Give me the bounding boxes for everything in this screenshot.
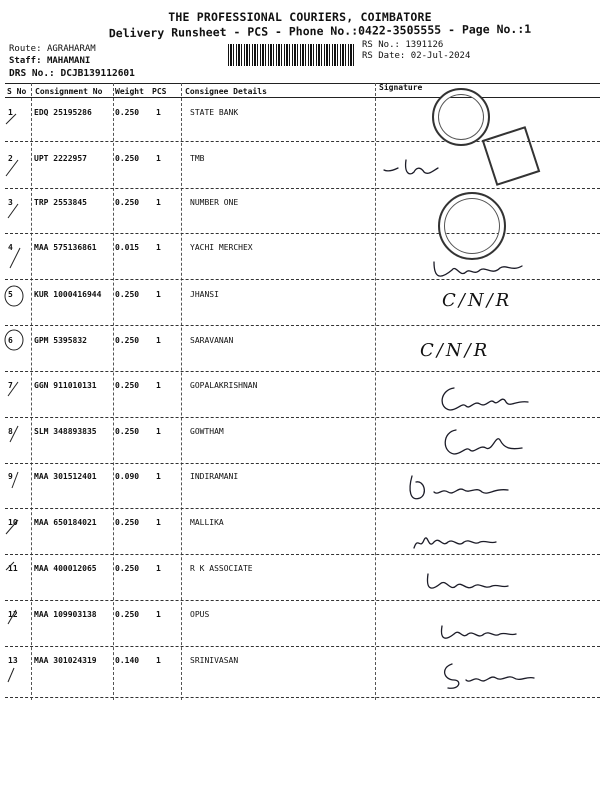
recipient-signature <box>404 470 516 506</box>
row-divider <box>5 508 600 509</box>
row-pcs: 1 <box>156 381 161 390</box>
row-consignee: YACHI MERCHEX <box>190 243 253 252</box>
row-consignment: MAA 400012065 <box>34 564 97 573</box>
drs-line <box>9 68 135 79</box>
row-consignment: SLM 348893835 <box>34 427 97 436</box>
row-sno: 10 <box>8 518 18 527</box>
row-pcs: 1 <box>156 154 161 163</box>
row-consignment: GPM 5395832 <box>34 336 87 345</box>
row-consignment: EDQ 25195286 <box>34 108 92 117</box>
row-sno: 5 <box>8 290 13 299</box>
row-consignee: SRINIVASAN <box>190 656 239 665</box>
rs-date-value: 02-Jul-2024 <box>410 51 471 61</box>
staff-value: MAHAMANI <box>46 56 91 66</box>
row-pcs: 1 <box>156 336 161 345</box>
rs-date-label: RS Date: <box>362 51 406 61</box>
row-weight: 0.250 <box>115 381 140 390</box>
row-consignee: R K ASSOCIATE <box>190 564 253 573</box>
staff-line <box>9 56 90 66</box>
company-title: THE PROFESSIONAL COURIERS, COIMBATORE <box>168 10 432 24</box>
row-consignee: OPUS <box>190 610 210 619</box>
row-consignee: INDIRAMANI <box>190 472 239 481</box>
rs-no-line <box>362 40 443 50</box>
route-value: AGRAHARAM <box>46 44 96 54</box>
recipient-signature <box>438 660 538 694</box>
row-consignment: TRP 2553845 <box>34 198 87 207</box>
row-weight: 0.250 <box>115 336 140 345</box>
row-consignee: NUMBER ONE <box>190 198 239 207</box>
row-sno: 12 <box>8 610 18 619</box>
recipient-signature <box>436 384 536 418</box>
row-consignment: MAA 109903138 <box>34 610 97 619</box>
company-seal <box>482 126 541 186</box>
tick-marks <box>2 100 32 700</box>
col-consignee: Consignee Details <box>185 87 267 96</box>
row-weight: 0.140 <box>115 656 140 665</box>
row-divider <box>5 371 600 372</box>
col-weight: Weight <box>115 87 144 96</box>
route-line <box>9 44 96 54</box>
col-divider <box>375 83 376 700</box>
table-top-rule <box>5 83 600 84</box>
drs-label: DRS No.: <box>9 68 55 79</box>
row-consignment: MAA 301512401 <box>34 472 97 481</box>
row-consignment: MAA 575136861 <box>34 243 97 252</box>
row-pcs: 1 <box>156 198 161 207</box>
row-pcs: 1 <box>156 518 161 527</box>
row-weight: 0.015 <box>115 243 140 252</box>
row-consignment: KUR 1000416944 <box>34 290 102 299</box>
row-divider <box>5 600 600 601</box>
row-pcs: 1 <box>156 472 161 481</box>
row-divider <box>5 188 600 189</box>
recipient-signature <box>410 528 500 552</box>
row-consignee: GOWTHAM <box>190 427 224 436</box>
table-header-rule <box>5 97 600 98</box>
row-pcs: 1 <box>156 427 161 436</box>
row-weight: 0.250 <box>115 198 140 207</box>
row-sno: 13 <box>8 656 18 665</box>
row-sno: 11 <box>8 564 18 573</box>
row-weight: 0.250 <box>115 108 140 117</box>
row-divider <box>5 554 600 555</box>
row-weight: 0.250 <box>115 154 140 163</box>
row-weight: 0.250 <box>115 427 140 436</box>
staff-label: Staff: <box>9 56 42 66</box>
recipient-signature <box>430 258 530 284</box>
row-sno: 6 <box>8 336 13 345</box>
row-consignment: GGN 911010131 <box>34 381 97 390</box>
drs-value: DCJB139112601 <box>60 68 135 79</box>
row-pcs: 1 <box>156 610 161 619</box>
runsheet-barcode <box>228 44 354 66</box>
company-seal <box>438 192 506 260</box>
row-pcs: 1 <box>156 290 161 299</box>
col-signature: Signature <box>379 83 423 92</box>
row-pcs: 1 <box>156 243 161 252</box>
row-weight: 0.250 <box>115 610 140 619</box>
row-consignee: STATE BANK <box>190 108 239 117</box>
row-weight: 0.250 <box>115 290 140 299</box>
rs-no-label: RS No.: <box>362 40 400 50</box>
recipient-signature: C/N/R <box>420 340 491 361</box>
recipient-signature: C/N/R <box>442 290 513 311</box>
company-seal <box>432 88 490 146</box>
col-divider <box>181 83 182 700</box>
runsheet-title: Delivery Runsheet - PCS - Phone No.:0422-3505555 - Page No.:1 <box>108 21 532 41</box>
row-consignment: UPT 2222957 <box>34 154 87 163</box>
col-pcs: PCS <box>152 87 167 96</box>
row-divider <box>5 233 600 234</box>
row-sno: 8 <box>8 427 13 436</box>
row-weight: 0.250 <box>115 564 140 573</box>
row-pcs: 1 <box>156 564 161 573</box>
col-divider <box>113 83 114 700</box>
col-sno: S No <box>7 87 27 96</box>
rs-date-line <box>362 51 470 61</box>
row-consignment: MAA 301024319 <box>34 656 97 665</box>
row-consignee: GOPALAKRISHNAN <box>190 381 258 390</box>
row-divider <box>5 697 600 698</box>
row-divider <box>5 646 600 647</box>
row-consignee: SARAVANAN <box>190 336 234 345</box>
row-weight: 0.250 <box>115 518 140 527</box>
rs-no-value: 1391126 <box>405 40 444 50</box>
recipient-signature <box>422 570 512 600</box>
col-consignment: Consignment No <box>35 87 103 96</box>
recipient-signature <box>440 426 530 462</box>
recipient-signature <box>436 620 520 646</box>
recipient-signature <box>380 150 450 190</box>
row-sno: 2 <box>8 154 13 163</box>
row-consignee: JHANSI <box>190 290 219 299</box>
row-pcs: 1 <box>156 108 161 117</box>
row-sno: 7 <box>8 381 13 390</box>
route-label: Route: <box>9 44 42 54</box>
row-consignment: MAA 650184021 <box>34 518 97 527</box>
row-consignee: TMB <box>190 154 205 163</box>
row-sno: 4 <box>8 243 13 252</box>
row-sno: 3 <box>8 198 13 207</box>
row-weight: 0.090 <box>115 472 140 481</box>
row-sno: 1 <box>8 108 13 117</box>
row-divider <box>5 463 600 464</box>
row-divider <box>5 325 600 326</box>
row-sno: 9 <box>8 472 13 481</box>
row-consignee: MALLIKA <box>190 518 224 527</box>
row-pcs: 1 <box>156 656 161 665</box>
